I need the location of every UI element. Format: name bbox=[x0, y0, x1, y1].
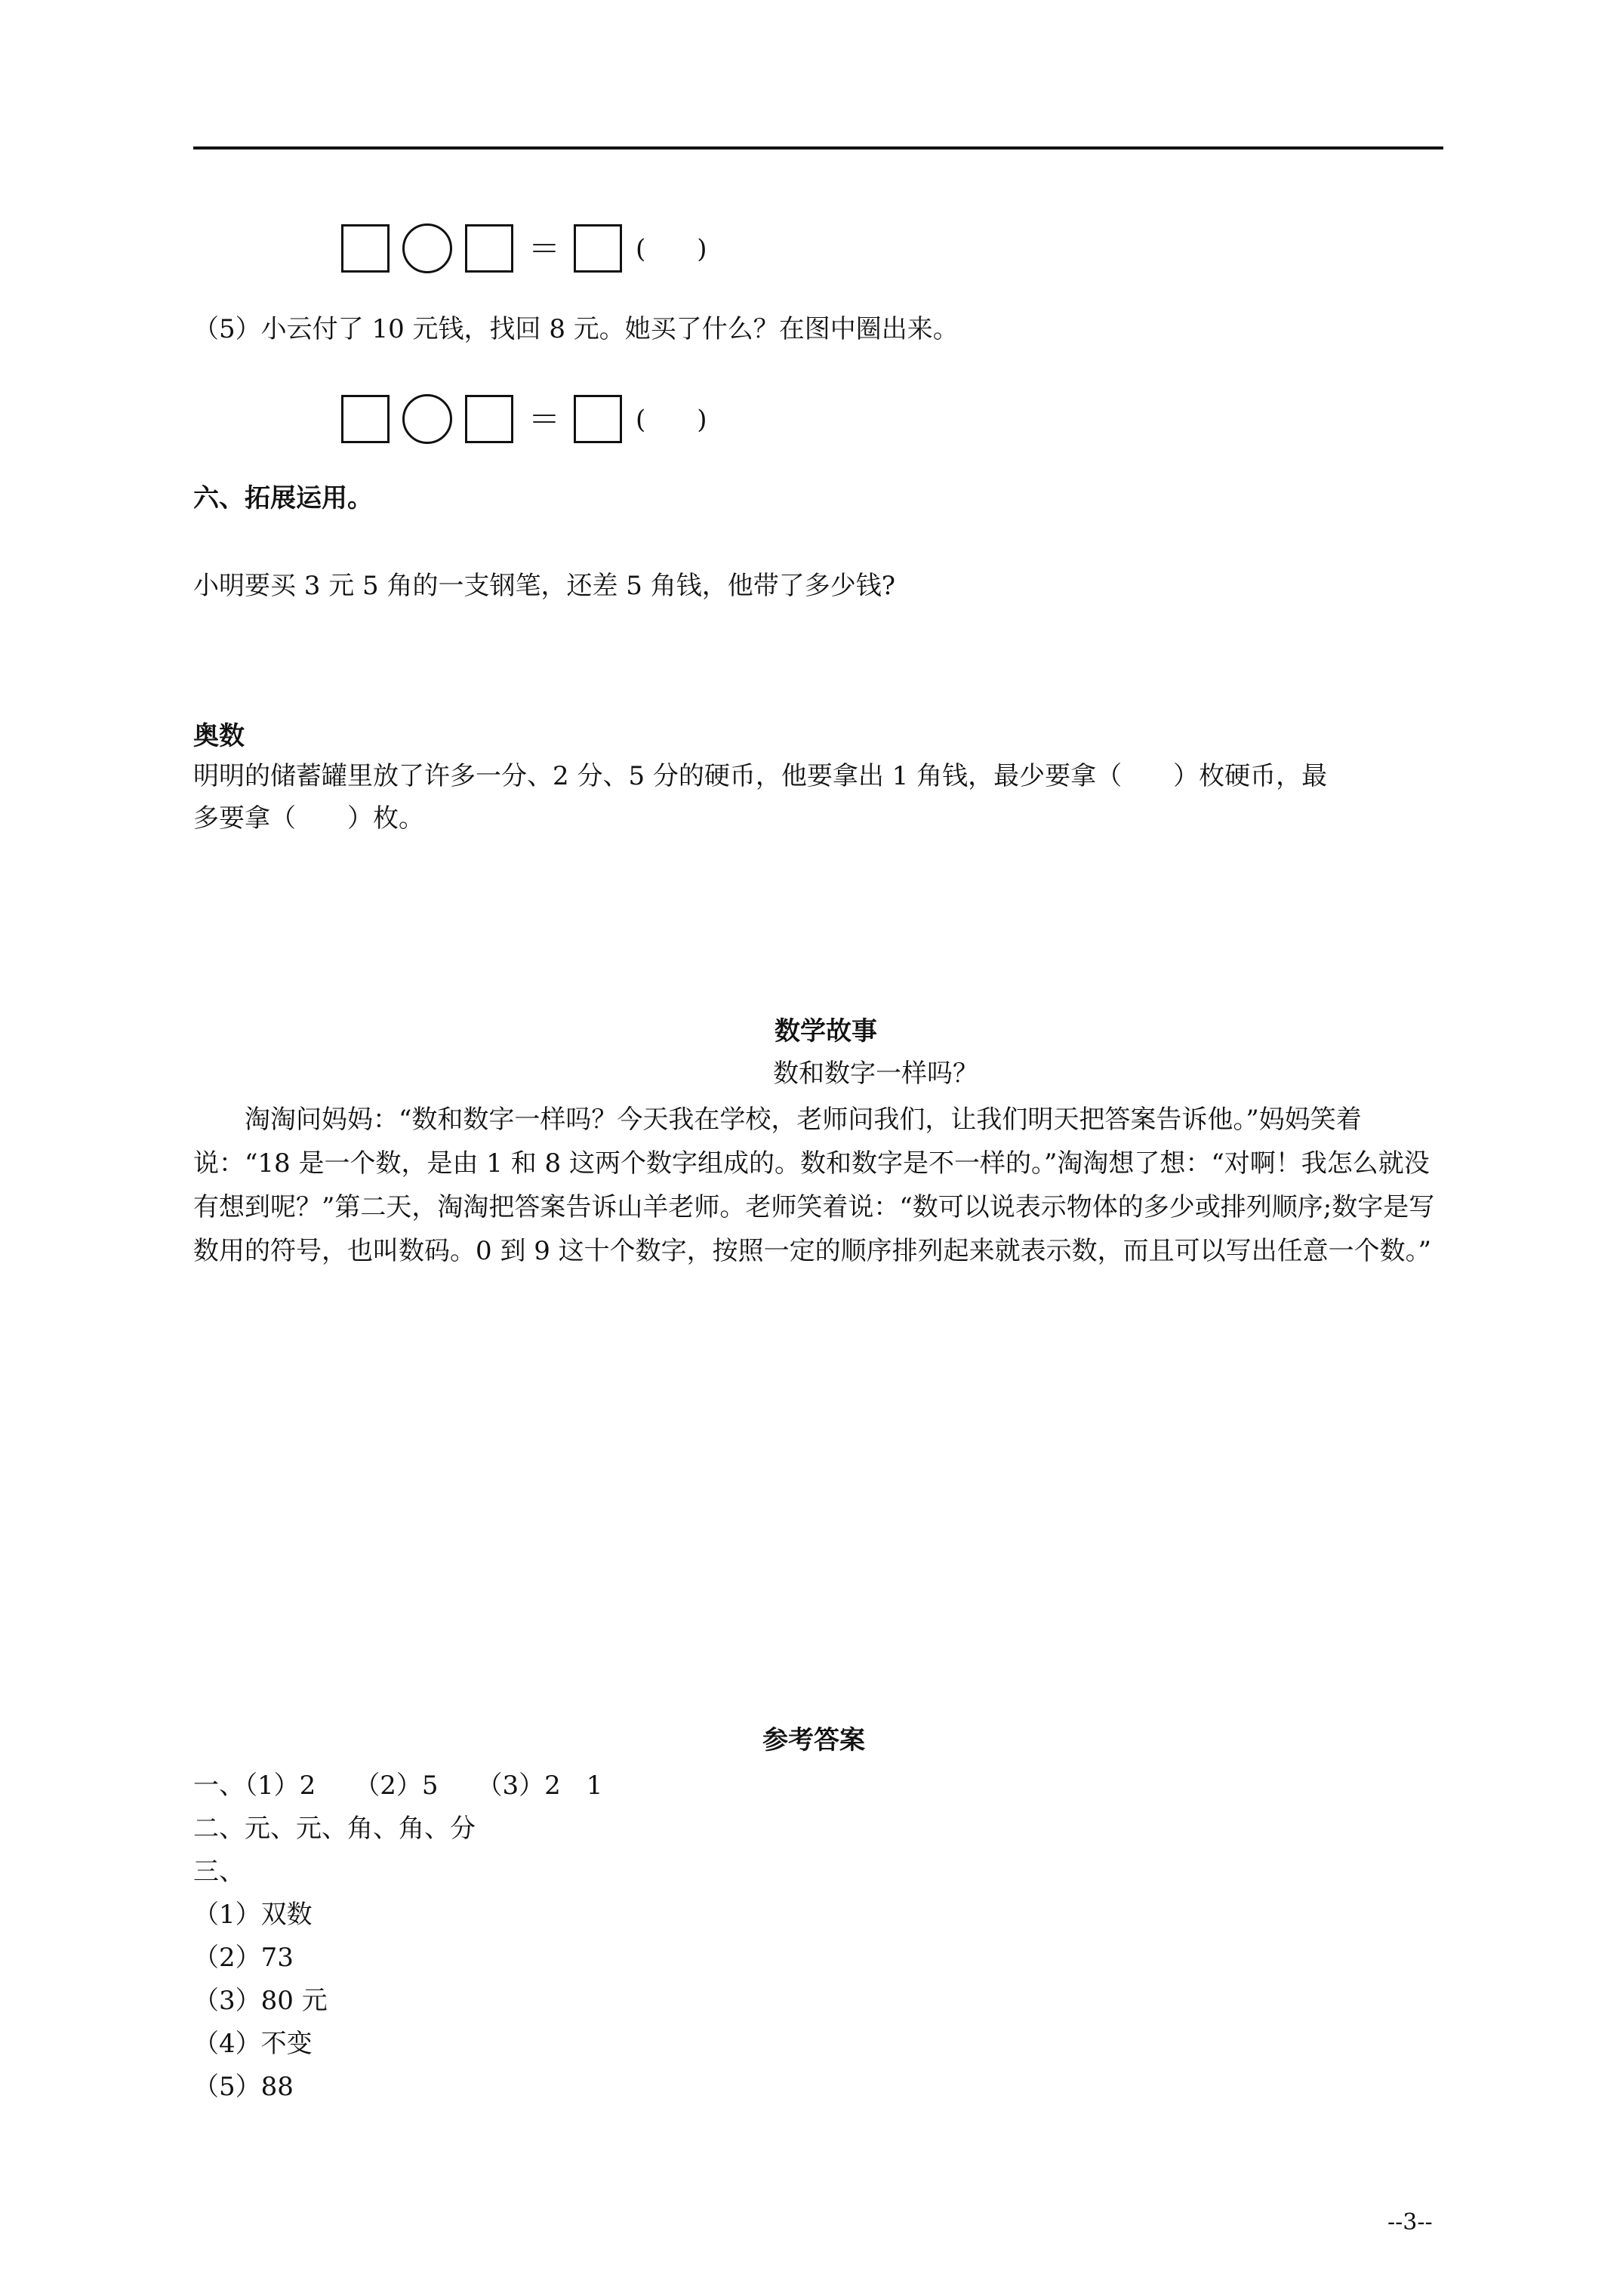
answer-line: （4）不变 bbox=[193, 2029, 313, 2059]
section-6-heading: 六、拓展运用。 bbox=[193, 483, 373, 513]
answer-box[interactable] bbox=[465, 224, 513, 273]
olympiad-heading: 奥数 bbox=[193, 721, 245, 751]
answer-line: （5）88 bbox=[193, 2072, 294, 2102]
olympiad-line-2: 多要拿（ ）枚。 bbox=[193, 803, 424, 834]
section-6-question: 小明要买 3 元 5 角的一支钢笔，还差 5 角钱，他带了多少钱? bbox=[193, 571, 895, 601]
story-subtitle: 数和数字一样吗？ bbox=[773, 1059, 978, 1089]
answer-line: （3）80 元 bbox=[193, 1986, 328, 2016]
answers-heading: 参考答案 bbox=[762, 1725, 865, 1755]
answer-line: 三、 bbox=[193, 1857, 245, 1887]
page-number: --3-- bbox=[1387, 2209, 1433, 2236]
answer-box[interactable] bbox=[574, 224, 622, 273]
operator-circle[interactable] bbox=[402, 223, 452, 273]
operator-circle[interactable] bbox=[402, 394, 452, 444]
equals-sign: ＝ bbox=[528, 401, 561, 438]
answer-box[interactable] bbox=[341, 395, 390, 443]
answer-box[interactable] bbox=[574, 395, 622, 443]
equals-sign: ＝ bbox=[528, 230, 561, 267]
unit-paren: ( ) bbox=[636, 405, 707, 435]
story-heading: 数学故事 bbox=[775, 1016, 877, 1046]
answer-line: 一、（1）2 （2）5 （3）2 1 bbox=[193, 1771, 603, 1801]
story-paragraph: 淘淘问妈妈：“数和数字一样吗？今天我在学校，老师问我们，让我们明天把答案告诉他。”妈妈笑着说：“18 是一个数，是由 1 和 8 这两个数字组成的。数和数字是不一样的。”淘淘想了想：“对啊！我怎么就没有想到呢？”第二天，淘淘把答案告诉山羊老师。老师笑着说：“数可以说表示物体的多少或排列顺序;数字是写数用的符号，也叫数码。0 到 9 这十个数字，按照一定的顺序排列起来就表示数，而且可以写出任意一个数。” bbox=[193, 1105, 1435, 1266]
answer-box[interactable] bbox=[341, 224, 390, 273]
olympiad-line-1: 明明的储蓄罐里放了许多一分、2 分、5 分的硬币，他要拿出 1 角钱，最少要拿（ ）枚硬币，最 bbox=[193, 761, 1328, 791]
answer-box[interactable] bbox=[465, 395, 513, 443]
header-rule bbox=[193, 146, 1443, 149]
answer-line: （1）双数 bbox=[193, 1900, 313, 1930]
question-5: （5）小云付了 10 元钱，找回 8 元。她买了什么？在图中圈出来。 bbox=[193, 314, 959, 344]
answer-line: 二、元、元、角、角、分 bbox=[193, 1814, 476, 1844]
unit-paren: ( ) bbox=[636, 234, 707, 264]
answer-line: （2）73 bbox=[193, 1943, 294, 1973]
